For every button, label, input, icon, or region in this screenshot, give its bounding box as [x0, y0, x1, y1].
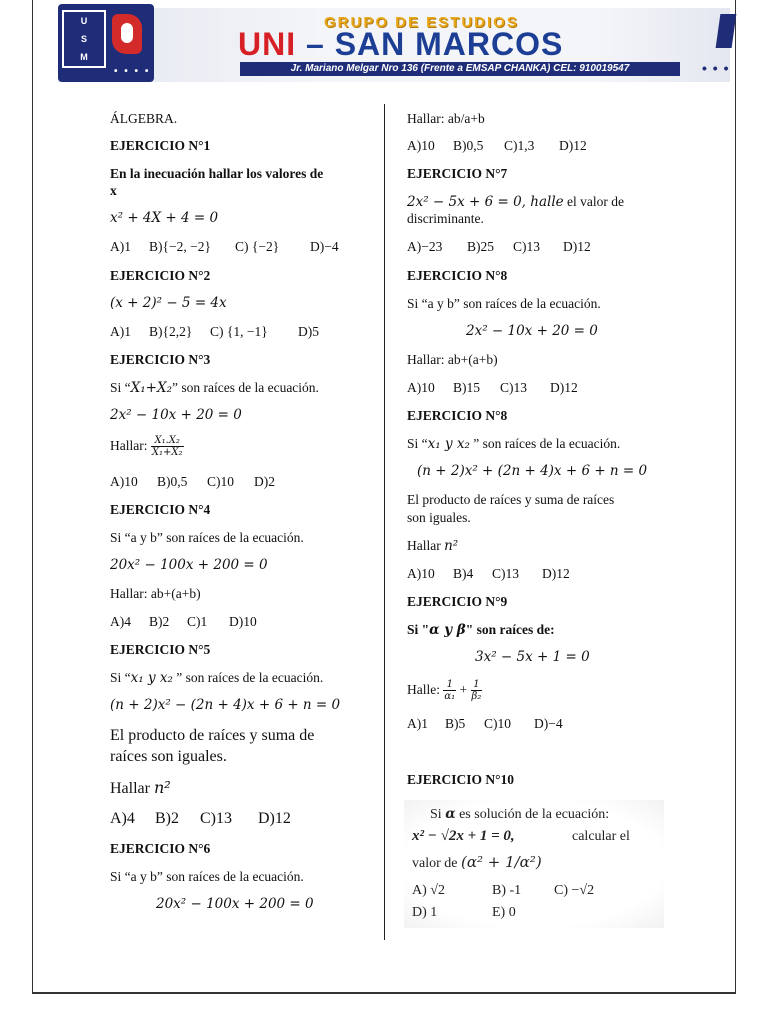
- logo-letter-s: S: [80, 34, 87, 44]
- header-title-uni: UNI: [238, 26, 297, 62]
- exercise-2-option-b: B){2,2}: [149, 324, 193, 339]
- logo-letter-m: M: [80, 52, 88, 62]
- exercise-9-fraction-1-denominator: α₁: [444, 691, 456, 703]
- exercise-7-equation: 2x² − 5x + 6 = 0, halle: [407, 194, 564, 210]
- exercise-5-find-label: Hallar: [110, 780, 150, 797]
- exercise-9-option-d: D)−4: [534, 716, 563, 731]
- exercise-10-calc: calcular el: [572, 829, 630, 844]
- exercise-8b-option-d: D)12: [542, 566, 570, 581]
- exercise-3-option-d: D)2: [254, 474, 275, 489]
- header-title: [238, 26, 563, 62]
- exercise-8a-option-d: D)12: [550, 380, 578, 395]
- exercise-10-line1: [430, 806, 609, 823]
- exercise-9-option-b: B)5: [445, 716, 466, 731]
- section-title: ÁLGEBRA.: [110, 111, 178, 126]
- exercise-3-prompt-roots: X₁+X₂: [130, 380, 172, 396]
- exercise-3-fraction: [151, 435, 184, 458]
- exercise-1-option-a: A)1: [110, 239, 131, 254]
- exercise-3-fraction-numerator: X₁.X₂: [151, 435, 184, 447]
- exercise-10-option-a: A) √2: [412, 883, 445, 898]
- exercise-5-find-expr: n²: [153, 778, 171, 797]
- exercise-8a-prompt: Si “a y b” son raíces de la ecuación.: [407, 296, 601, 311]
- exercise-8b-find-expr: n²: [444, 538, 459, 554]
- exercise-7-prompt: [407, 193, 624, 211]
- exercise-1-prompt-line1: En la inecuación hallar los valores de: [110, 166, 324, 181]
- exercise-4-option-b: B)2: [149, 614, 170, 629]
- exercise-8b-option-a: A)10: [407, 566, 435, 581]
- exercise-9-prompt-post: " son raíces de:: [465, 622, 555, 637]
- exercise-9-prompt-roots: α y β: [429, 622, 466, 638]
- exercise-9-prompt: [407, 621, 555, 639]
- exercise-8b-statement-line2: son iguales.: [407, 510, 471, 525]
- exercise-10-title: EJERCICIO N°10: [407, 772, 515, 787]
- exercise-3-option-c: C)10: [207, 474, 234, 489]
- exercise-1-equation: x² + 4X + 4 = 0: [110, 210, 219, 226]
- exercise-9-fraction-1: [443, 679, 456, 702]
- exercise-10-alpha: α: [445, 806, 456, 822]
- exercise-4-equation: 20x² − 100x + 200 = 0: [110, 557, 268, 573]
- exercise-7-prompt-rest: el valor de: [563, 194, 624, 209]
- exercise-3-prompt-pre: Si “: [110, 380, 131, 395]
- exercise-3-title: EJERCICIO N°3: [110, 352, 211, 367]
- exercise-3-find: [110, 433, 184, 459]
- exercise-3-option-a: A)10: [110, 474, 138, 489]
- exercise-2-option-c: C) {1, −1}: [210, 324, 268, 339]
- exercise-6-find: Hallar: ab/a+b: [407, 111, 485, 126]
- exercise-9-fraction-2-numerator: 1: [471, 679, 483, 691]
- exercise-2-option-a: A)1: [110, 324, 131, 339]
- exercise-10-line3-pre: valor de: [412, 856, 458, 871]
- exercise-3-equation: 2x² − 10x + 20 = 0: [110, 407, 242, 423]
- exercise-8a-option-b: B)15: [453, 380, 480, 395]
- exercise-10-option-d: D) 1: [412, 905, 438, 920]
- exercise-10-option-e: E) 0: [492, 905, 516, 920]
- header-subtitle: GRUPO DE ESTUDIOS: [324, 14, 519, 31]
- exercise-9-fraction-2: [471, 679, 483, 702]
- exercise-10-line3: [412, 854, 542, 872]
- exercise-8a-equation: 2x² − 10x + 20 = 0: [466, 323, 598, 339]
- exercise-1-option-c: C) {−2}: [235, 239, 280, 254]
- exercise-2-title: EJERCICIO N°2: [110, 268, 211, 283]
- exercise-3-find-label: Hallar:: [110, 438, 148, 453]
- logo-letter-u: U: [80, 16, 88, 26]
- exercise-8a-option-c: C)13: [500, 380, 527, 395]
- exercise-8b-option-c: C)13: [492, 566, 519, 581]
- exercise-3-option-b: B)0,5: [157, 474, 188, 489]
- exercise-4-option-a: A)4: [110, 614, 131, 629]
- exercise-1-option-d: D)−4: [310, 239, 339, 254]
- exercise-8a-option-a: A)10: [407, 380, 435, 395]
- exercise-10-scanned-image: [404, 800, 664, 928]
- exercise-9-option-c: C)10: [484, 716, 511, 731]
- exercise-7-option-d: D)12: [563, 239, 591, 254]
- exercise-6-option-c: C)1,3: [504, 138, 535, 153]
- exercise-4-title: EJERCICIO N°4: [110, 502, 211, 517]
- exercise-10-option-b: B) -1: [492, 883, 522, 898]
- exercise-1-prompt-line2: x: [110, 183, 117, 198]
- exercise-8b-prompt-roots: x₁ y x₂: [427, 436, 470, 452]
- exercise-6-prompt: Si “a y b” son raíces de la ecuación.: [110, 869, 304, 884]
- exercise-7-title: EJERCICIO N°7: [407, 166, 508, 181]
- exercise-3-prompt: [110, 379, 319, 397]
- exercise-7-option-a: A)−23: [407, 239, 443, 254]
- header-right-dots: • • •: [702, 60, 730, 76]
- exercise-9-find-label: Halle:: [407, 682, 440, 697]
- exercise-5-title: EJERCICIO N°5: [110, 642, 211, 657]
- exercise-8a-title: EJERCICIO N°8: [407, 268, 508, 283]
- exercise-9-equation: 3x² − 5x + 1 = 0: [475, 649, 590, 665]
- exercise-10-option-c: C) −√2: [554, 883, 595, 898]
- logo-shield: [62, 10, 106, 68]
- exercise-6-option-a: A)10: [407, 138, 435, 153]
- exercise-8b-statement-line1: El producto de raíces y suma de raíces: [407, 492, 615, 507]
- exercise-9-plus: +: [459, 682, 468, 697]
- exercise-8b-option-b: B)4: [453, 566, 474, 581]
- exercise-8b-prompt-post: ” son raíces de la ecuación.: [469, 436, 621, 451]
- exercise-6-option-b: B)0,5: [453, 138, 484, 153]
- exercise-8b-equation: (n + 2)x² + (2n + 4)x + 6 + n = 0: [417, 463, 648, 479]
- exercise-3-prompt-post: ” son raíces de la ecuación.: [172, 380, 319, 395]
- exercise-5-prompt-roots: x₁ y x₂: [130, 670, 173, 686]
- exercise-7-option-b: B)25: [467, 239, 494, 254]
- exercise-1-option-b: B){−2, −2}: [149, 239, 211, 254]
- exercise-10-line1-post: es solución de la ecuación:: [459, 807, 610, 822]
- exercise-5-prompt-post: ” son raíces de la ecuación.: [172, 670, 324, 685]
- exercise-9-fraction-2-denominator: β₂: [471, 691, 482, 703]
- exercise-9-title: EJERCICIO N°9: [407, 594, 508, 609]
- exercise-1-title: EJERCICIO N°1: [110, 138, 211, 153]
- exercise-3-fraction-denominator: X₁+X₂: [151, 447, 183, 459]
- exercise-10-line1-pre: Si: [430, 807, 442, 822]
- exercise-8b-prompt: [407, 435, 620, 453]
- exercise-5-option-a: A)4: [110, 810, 135, 827]
- exercise-5-find: [110, 779, 171, 797]
- exercise-4-option-c: C)1: [187, 614, 208, 629]
- exercise-8b-title: EJERCICIO N°8: [407, 408, 508, 423]
- column-divider: [384, 104, 385, 940]
- exercise-5-prompt: [110, 669, 323, 687]
- exercise-2-equation: (x + 2)² − 5 = 4x: [110, 295, 227, 311]
- exercise-5-statement-line1: El producto de raíces y suma de: [110, 727, 315, 744]
- exercise-5-option-d: D)12: [258, 810, 291, 827]
- exercise-8b-find: [407, 537, 458, 555]
- exercise-8a-find: Hallar: ab+(a+b): [407, 352, 498, 367]
- exercise-9-fraction-1-numerator: 1: [443, 679, 456, 691]
- exercise-6-title: EJERCICIO N°6: [110, 841, 211, 856]
- exercise-4-option-d: D)10: [229, 614, 257, 629]
- header-title-san-marcos: – SAN MARCOS: [296, 26, 564, 62]
- exercise-5-equation: (n + 2)x² − (2n + 4)x + 6 + n = 0: [110, 697, 341, 713]
- exercise-4-prompt: Si “a y b” son raíces de la ecuación.: [110, 530, 304, 545]
- exercise-6-equation: 20x² − 100x + 200 = 0: [156, 896, 314, 912]
- exercise-5-option-b: B)2: [155, 810, 179, 827]
- exercise-8b-prompt-pre: Si “: [407, 436, 428, 451]
- exercise-4-find: Hallar: ab+(a+b): [110, 586, 201, 601]
- exercise-9-option-a: A)1: [407, 716, 428, 731]
- exercise-9-find: [407, 677, 482, 703]
- exercise-10-expression: (α² + 1/α²): [460, 853, 542, 871]
- institution-logo: [58, 4, 154, 82]
- exercise-9-prompt-pre: Si ": [407, 622, 430, 637]
- exercise-7-option-c: C)13: [513, 239, 540, 254]
- header-address: Jr. Mariano Melgar Nro 136 (Frente a EMSAP CHANKA) CEL: 910019547: [240, 62, 680, 76]
- exercise-5-prompt-pre: Si “: [110, 670, 131, 685]
- logo-flag-icon: [112, 14, 142, 54]
- logo-dots: • • • •: [114, 66, 151, 77]
- exercise-10-equation: x² − √2x + 1 = 0,: [412, 828, 515, 844]
- exercise-5-option-c: C)13: [200, 810, 232, 827]
- exercise-6-option-d: D)12: [559, 138, 587, 153]
- exercise-5-statement-line2: raíces son iguales.: [110, 748, 227, 765]
- exercise-7-prompt-line2: discriminante.: [407, 211, 484, 226]
- exercise-8b-find-label: Hallar: [407, 538, 441, 553]
- exercise-2-option-d: D)5: [298, 324, 319, 339]
